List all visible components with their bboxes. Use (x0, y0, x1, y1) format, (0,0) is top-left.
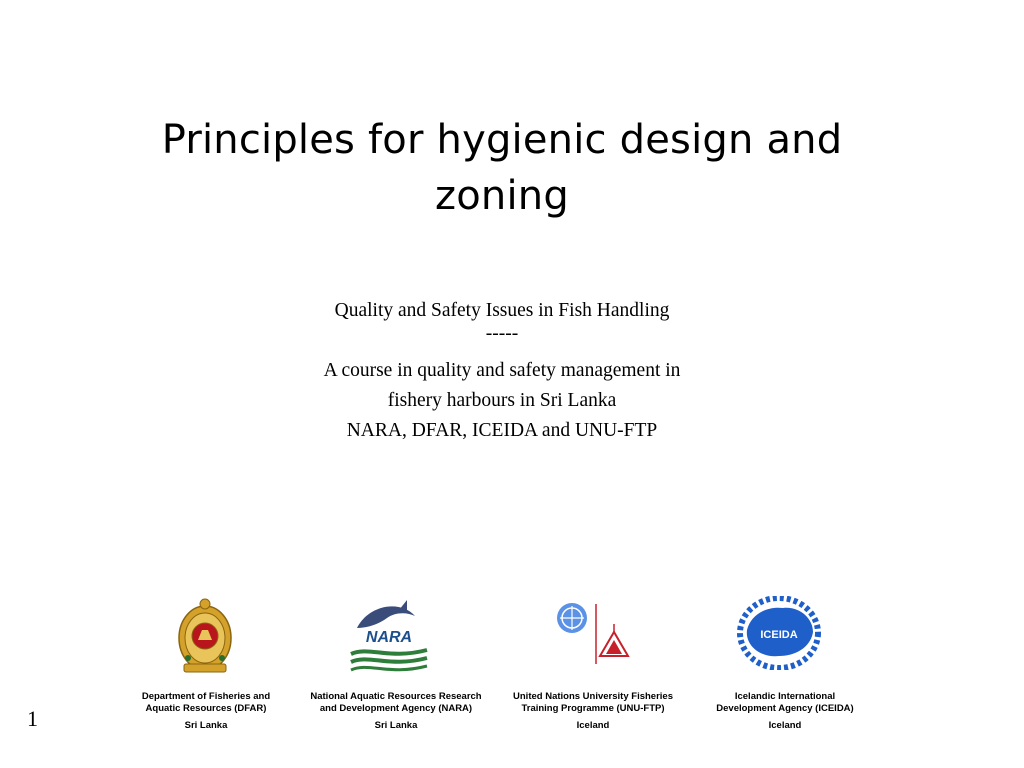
caption-unu-ftp-line-1: United Nations University Fisheries (513, 691, 673, 702)
caption-unu-ftp (498, 691, 688, 732)
slide-title: Principles for hygienic design and zoning (161, 117, 843, 219)
caption-nara-country: Sri Lanka (374, 720, 418, 731)
slide-number: 1 (27, 706, 38, 731)
caption-unu-ftp-line-2: Training Programme (UNU-FTP) (521, 703, 665, 714)
iceida-logo-text: ICEIDA (760, 629, 798, 641)
un-unu-ftp-logo-icon (552, 600, 642, 675)
caption-dfar-line-1: Department of Fisheries and (141, 691, 271, 702)
caption-iceida-line-1: Icelandic International (734, 691, 836, 702)
subtitle-separator: ----- (485, 323, 519, 344)
iceida-logo-icon (737, 596, 823, 675)
subtitle-line-course-name: Quality and Safety Issues in Fish Handling (334, 300, 670, 321)
caption-iceida (700, 691, 870, 732)
caption-unu-ftp-country: Iceland (576, 720, 610, 731)
subtitle-line-partners: NARA, DFAR, ICEIDA and UNU-FTP (346, 420, 658, 441)
nara-dolphin-logo-icon (349, 598, 429, 679)
caption-nara (296, 691, 496, 732)
caption-iceida-country: Iceland (768, 720, 802, 731)
subtitle-line-location: fishery harbours in Sri Lanka (387, 390, 617, 411)
nara-logo-text: NARA (365, 629, 413, 646)
caption-dfar (121, 691, 291, 732)
caption-dfar-line-2: Aquatic Resources (DFAR) (145, 703, 267, 714)
caption-nara-line-2: and Development Agency (NARA) (319, 703, 473, 714)
subtitle-line-description: A course in quality and safety management in (323, 360, 681, 381)
slide-subtitle (200, 296, 804, 446)
caption-dfar-country: Sri Lanka (184, 720, 228, 731)
sri-lanka-emblem-icon (176, 596, 234, 681)
caption-nara-line-1: National Aquatic Resources Research (310, 691, 482, 702)
caption-iceida-line-2: Development Agency (ICEIDA) (716, 703, 854, 714)
